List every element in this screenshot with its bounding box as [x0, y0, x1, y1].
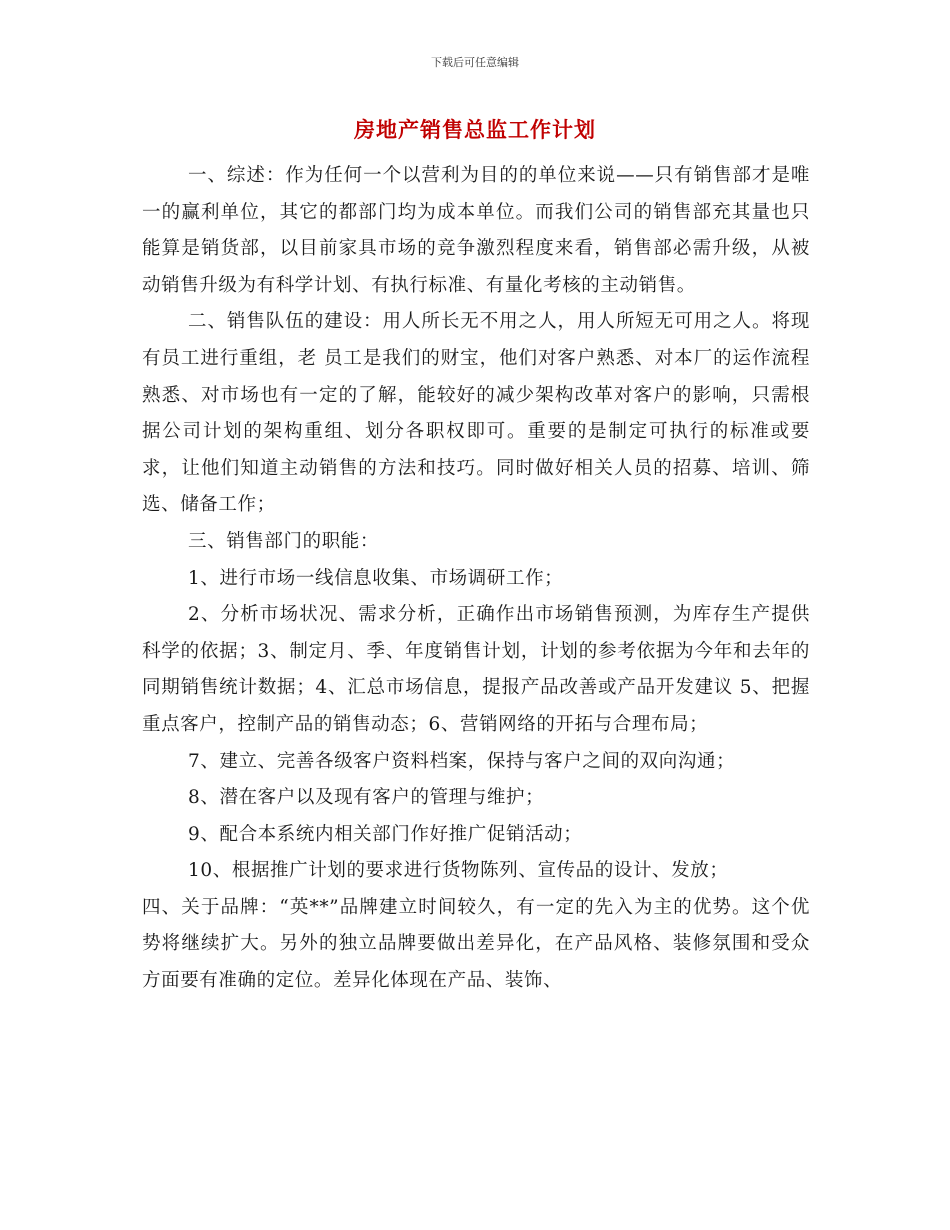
list-item-7: 7、建立、完善各级客户资料档案，保持与客户之间的双向沟通；	[188, 750, 736, 772]
page-header-note: 下载后可任意编辑	[431, 56, 519, 69]
list-item-2: 2、分析市场状况、需求分析，正确作出市场销售预测，为库存生产提供科学的依据；3、制定月、季、年度销售计划，计划的参考依据为今年和去年的同期销售统计数据；4、汇总市场信息，提报产品改善或产品开发建议 5、把握重点客户，控制产品的销售动态；6、营销网络的开拓与合理布局；	[142, 604, 810, 735]
paragraph-overview: 一、综述：作为任何一个以营利为目的的单位来说——只有销售部才是唯一的赢利单位，其它的都部门均为成本单位。而我们公司的销售部充其量也只能算是销货部，以目前家具市场的竞争激烈程度来看，销售部必需升级，从被动销售升级为有科学计划、有执行标准、有量化考核的主动销售。	[142, 165, 810, 296]
list-item-8: 8、潜在客户以及现有客户的管理与维护；	[188, 787, 545, 809]
list-item-1: 1、进行市场一线信息收集、市场调研工作；	[188, 567, 564, 589]
document-title: 房地产销售总监工作计划	[354, 117, 596, 142]
paragraph-brand: 四、关于品牌：“英**”品牌建立时间较久，有一定的先入为主的优势。这个优势将继续扩大。另外的独立品牌要做出差异化，在产品风格、装修氛围和受众方面要有准确的定位。差异化体现在产品、装饰、	[142, 896, 810, 992]
paragraph-sales-team: 二、销售队伍的建设：用人所长无不用之人，用人所短无可用之人。将现有员工进行重组，老 员工是我们的财宝，他们对客户熟悉、对本厂的运作流程熟悉、对市场也有一定的了解，能较好的减少架构改革对客户的影响，只需根据公司计划的架构重组、划分各职权即可。重要的是制定可执行的标准或要求，让他们知道主动销售的方法和技巧。同时做好相关人员的招募、培训、筛选、储备工作；	[142, 311, 810, 516]
paragraph-sales-functions: 三、销售部门的职能：	[188, 530, 380, 552]
list-item-9: 9、配合本系统内相关部门作好推广促销活动；	[188, 823, 583, 845]
list-item-10: 10、根据推广计划的要求进行货物陈列、宣传品的设计、发放；	[188, 860, 729, 882]
document-body	[142, 158, 810, 1000]
